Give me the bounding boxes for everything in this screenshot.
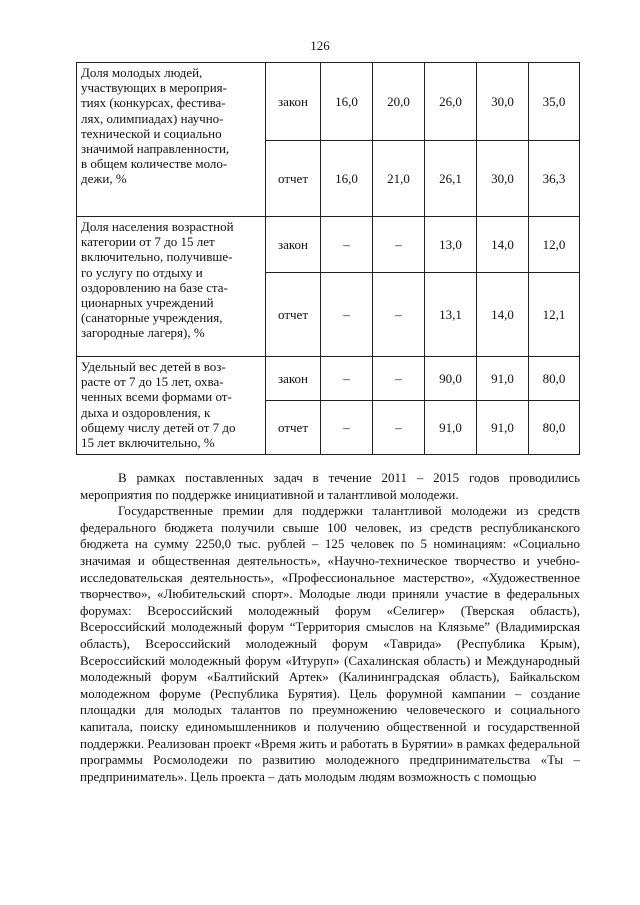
value-cell: 13,0	[425, 217, 477, 273]
value-cell: –	[373, 217, 425, 273]
indicator-label: Доля молодых людей, участвующих в мероприя- тиях (конкурсах, фестива- лях, олимпиадах) научно- технической и социально значимой направленности, в общем количестве моло- дежи, %	[77, 63, 266, 217]
value-cell: 30,0	[477, 63, 529, 141]
value-cell: 91,0	[477, 357, 529, 401]
value-cell: 80,0	[529, 401, 580, 455]
value-cell: 80,0	[529, 357, 580, 401]
value-cell: 26,1	[425, 141, 477, 217]
value-cell: –	[373, 357, 425, 401]
value-cell: 90,0	[425, 357, 477, 401]
value-cell: 26,0	[425, 63, 477, 141]
value-cell: –	[321, 401, 373, 455]
value-cell: 35,0	[529, 63, 580, 141]
value-cell: 16,0	[321, 63, 373, 141]
value-cell: –	[373, 401, 425, 455]
page-number: 126	[310, 38, 330, 53]
value-cell: 13,1	[425, 273, 477, 357]
value-cell: 20,0	[373, 63, 425, 141]
value-cell: –	[321, 273, 373, 357]
row-type-cell: отчет	[266, 401, 321, 455]
value-cell: 36,3	[529, 141, 580, 217]
value-cell: –	[321, 217, 373, 273]
row-type-cell: закон	[266, 357, 321, 401]
row-type-cell: отчет	[266, 141, 321, 217]
value-cell: 12,0	[529, 217, 580, 273]
table-row	[77, 217, 580, 273]
body-text	[80, 470, 580, 785]
indicator-label: Доля населения возрастной категории от 7 до 15 лет включительно, получивше- го услугу по отдыху и оздоровлению на базе ста- ционарных учреждений (санаторные учреждения, загородные лагеря), %	[77, 217, 266, 357]
paragraph: Государственные премии для поддержки талантливой молодежи из средств федерального бюджета получили свыше 100 человек, из средств республиканского бюджета на сумму 2250,0 тыс. рублей – 125 человек по 5 номинациям: «Социально значимая и общественная деятельность», «Научно-техническое творчество и учебно-исследовательская деятельность», «Профессиональное мастерство», «Художественное творчество», «Любительский спорт». Молодые люди приняли участие в федеральных форумах: Всероссийский молодежный форум «Селигер» (Тверская область), Всероссийский молодежный форум “Территория смыслов на Клязьме” (Владимирская область), Всероссийский молодежный форум «Таврида» (Республика Крым), Всероссийский молодежный форум «Итуруп» (Сахалинская область) и Международный молодежный форум «Балтийский Артек» (Калининградская область), Байкальском молодежном форуме (Республика Бурятия). Цель форумной кампании – создание площадки для молодых талантов по преумножению человеческого и социального капитала, поиску единомышленников и получению общественной и государственной поддержки. Реализован проект «Время жить и работать в Бурятии» в рамках федеральной программы Росмолодежи по развитию молодежного предпринимательства «Ты – предприниматель». Цель проекта – дать молодым людям возможность с помощью	[80, 503, 580, 784]
value-cell: 16,0	[321, 141, 373, 217]
row-type-cell: закон	[266, 63, 321, 141]
value-cell: 91,0	[425, 401, 477, 455]
value-cell: 14,0	[477, 273, 529, 357]
row-type-cell: закон	[266, 217, 321, 273]
row-type-cell: отчет	[266, 273, 321, 357]
value-cell: 12,1	[529, 273, 580, 357]
value-cell: 14,0	[477, 217, 529, 273]
table-row	[77, 63, 580, 141]
value-cell: 21,0	[373, 141, 425, 217]
table-row	[77, 357, 580, 401]
indicator-label: Удельный вес детей в воз- расте от 7 до 15 лет, охва- ченных всеми формами от- дыха и оздоровления, к общему числу детей от 7 до 15 лет включительно, %	[77, 357, 266, 455]
paragraph: В рамках поставленных задач в течение 2011 – 2015 годов проводились мероприятия по поддержке инициативной и талантливой молодежи.	[80, 470, 580, 502]
value-cell: 91,0	[477, 401, 529, 455]
value-cell: 30,0	[477, 141, 529, 217]
indicators-table	[76, 62, 580, 455]
value-cell: –	[321, 357, 373, 401]
value-cell: –	[373, 273, 425, 357]
